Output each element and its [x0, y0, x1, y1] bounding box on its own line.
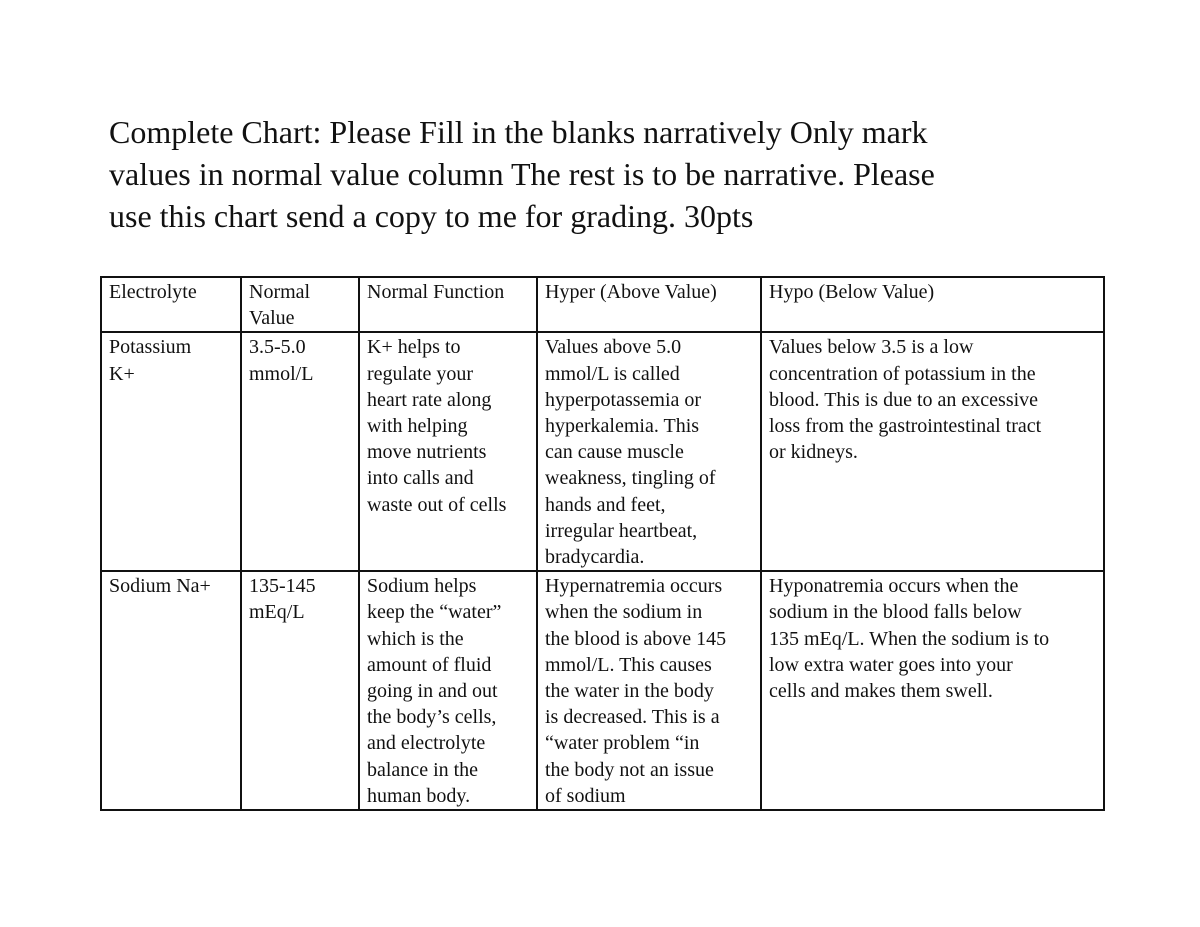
cell-normal-value: 135-145 mEq/L	[241, 571, 359, 810]
cell-electrolyte: Sodium Na+	[101, 571, 241, 810]
header-hypo: Hypo (Below Value)	[761, 277, 1104, 332]
cell-hypo: Values below 3.5 is a low concentration of potassium in the blood. This is due to an excessive loss from the gastrointestinal tract or kidneys.	[761, 332, 1104, 571]
header-normal-value: Normal Value	[241, 277, 359, 332]
title-line-1: Complete Chart: Please Fill in the blanks narratively Only mark	[109, 114, 928, 150]
cell-hyper: Hypernatremia occurs when the sodium in the blood is above 145 mmol/L. This causes the water in the body is decreased. This is a “water problem “in the body not an issue of sodium	[537, 571, 761, 810]
cell-normal-function: K+ helps to regulate your heart rate along with helping move nutrients into calls and waste out of cells	[359, 332, 537, 571]
header-hyper: Hyper (Above Value)	[537, 277, 761, 332]
cell-electrolyte: Potassium K+	[101, 332, 241, 571]
cell-normal-function: Sodium helps keep the “water” which is the amount of fluid going in and out the body’s cells, and electrolyte balance in the human body.	[359, 571, 537, 810]
table-row	[101, 571, 1104, 810]
header-electrolyte: Electrolyte	[101, 277, 241, 332]
table-row	[101, 332, 1104, 571]
electrolyte-table	[100, 276, 1105, 811]
header-normal-function: Normal Function	[359, 277, 537, 332]
table-header-row	[101, 277, 1104, 332]
title-line-2: values in normal value column The rest is to be narrative. Please	[109, 156, 935, 192]
cell-hyper: Values above 5.0 mmol/L is called hyperpotassemia or hyperkalemia. This can cause muscle weakness, tingling of hands and feet, irregular heartbeat, bradycardia.	[537, 332, 761, 571]
page-title	[109, 111, 1109, 237]
cell-normal-value: 3.5-5.0 mmol/L	[241, 332, 359, 571]
title-line-3: use this chart send a copy to me for grading. 30pts	[109, 198, 754, 234]
cell-hypo: Hyponatremia occurs when the sodium in the blood falls below 135 mEq/L. When the sodium is to low extra water goes into your cells and makes them swell.	[761, 571, 1104, 810]
